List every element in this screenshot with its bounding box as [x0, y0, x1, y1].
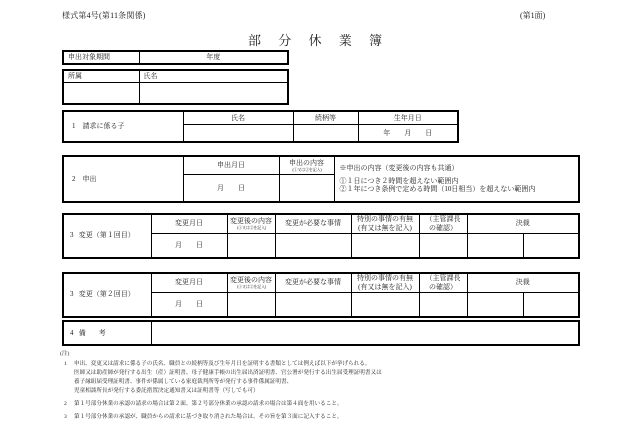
footnote-number: 1: [64, 361, 67, 368]
change2-confirm-input[interactable]: [419, 292, 467, 317]
change2-content-input[interactable]: [227, 292, 275, 317]
footnote-body: [74, 360, 620, 396]
child-section-label: 請求に係る子: [82, 122, 125, 131]
footnote-number: 2: [64, 401, 67, 408]
change1-date-input[interactable]: 月 日: [151, 233, 227, 258]
change1-col-content: [227, 214, 275, 233]
child-section-table: [62, 110, 459, 143]
footnote-line: 養子縁組届受理証明書、事件が係属している家庭裁判所等が発行する事件係属証明書、: [74, 379, 293, 386]
table-row: [63, 111, 458, 125]
change2-col-content-label: 変更後の内容: [230, 276, 272, 285]
child-section-number: 1: [72, 122, 76, 131]
change1-col-special-line2: (有又は無を記入): [358, 223, 412, 232]
change1-reason-input[interactable]: [275, 233, 351, 258]
remarks-input[interactable]: [151, 321, 579, 345]
table-row: [63, 214, 579, 233]
form-number: 様式第4号(第11条関係): [62, 11, 146, 20]
apply-section-title: [63, 156, 183, 202]
change2-col-confirm-line2: の確認）: [429, 282, 457, 291]
page-title: 部 分 休 業 簿: [247, 33, 389, 48]
affiliation-label: 所属: [63, 70, 139, 83]
remarks-section-label: 備 考: [78, 328, 109, 337]
table-row: [63, 83, 288, 105]
table-row: [63, 70, 288, 83]
remarks-section-table: [62, 320, 580, 346]
apply-note-line1: ①１日につき２時間を超えない範囲内: [339, 176, 459, 185]
change1-col-reason: 変更が必要な事情: [275, 214, 351, 233]
change1-section-number: 3: [70, 231, 74, 240]
table-row: [63, 273, 579, 292]
change1-special-input[interactable]: [351, 233, 419, 258]
footnote-line: 医師又は助産師が発行する出生（産）証明書、母子健康手帳の出生届出済証明書、官公署が発行する出生届受理証明書又は: [74, 370, 382, 377]
change2-col-confirm: [419, 273, 467, 292]
table-row: [63, 156, 579, 175]
change1-col-special: [351, 214, 419, 233]
apply-content-input[interactable]: [279, 175, 334, 203]
change1-section-table: [62, 213, 580, 259]
apply-note-cell: [334, 156, 579, 202]
footnote-line: 第１号部分休業の承認の請求の場合は第２面、第２号部分休業の承認の請求の場合は第４面を用いること。: [74, 401, 343, 408]
child-birthdate-input[interactable]: 年 月 日: [358, 125, 458, 143]
change1-col-content-note: (①又は②を記入): [236, 224, 266, 230]
change2-col-content: [227, 273, 275, 292]
footnote-number: 3: [64, 414, 67, 421]
footnote-line: 児童相談所長が発行する委託措置決定通知書又は証明書等（写しでも可）: [74, 388, 259, 395]
name-input[interactable]: [139, 83, 288, 105]
change2-reason-input[interactable]: [275, 292, 351, 317]
change2-col-special: [351, 273, 419, 292]
apply-col-date: 申出月日: [183, 156, 279, 175]
change2-approval-input-a[interactable]: [467, 292, 523, 317]
change1-section-label: 変更（第１回目）: [78, 231, 135, 240]
footnote-item: [60, 400, 620, 409]
apply-col-content: [279, 156, 334, 175]
change1-col-confirm-line2: の確認）: [429, 223, 457, 232]
change2-special-input[interactable]: [351, 292, 419, 317]
table-row: [63, 51, 288, 64]
table-row: [63, 321, 579, 345]
affiliation-input[interactable]: [63, 83, 139, 105]
change2-approval-input-b[interactable]: [523, 292, 579, 317]
change2-section-table: [62, 272, 580, 318]
apply-section-label: 申出: [82, 174, 97, 183]
change2-col-content-note: (①又は②を記入): [236, 283, 266, 289]
change1-section-title: [63, 214, 151, 258]
change2-section-title: [63, 273, 151, 317]
child-name-input[interactable]: [183, 125, 293, 143]
change1-confirm-input[interactable]: [419, 233, 467, 258]
change1-content-input[interactable]: [227, 233, 275, 258]
footnote-body: [74, 400, 620, 409]
remarks-section-title: [63, 321, 151, 345]
child-col-relation: 続柄等: [293, 111, 358, 125]
change1-approval-input-a[interactable]: [467, 233, 523, 258]
apply-note-title: ※申出の内容（変更後の内容も共通）: [339, 163, 459, 172]
change2-col-special-line2: (有又は無を記入): [358, 282, 412, 291]
change2-col-special-line1: 特別の事情の有無: [357, 274, 413, 282]
page-number: (第1面): [520, 11, 546, 20]
remarks-section-number: 4: [70, 328, 74, 337]
child-col-name: 氏名: [183, 111, 293, 125]
change1-col-date: 変更月日: [151, 214, 227, 233]
footnotes: [60, 350, 620, 422]
change1-col-special-line1: 特別の事情の有無: [357, 215, 413, 223]
apply-date-input[interactable]: 月 日: [183, 175, 279, 203]
apply-section-number: 2: [72, 174, 76, 183]
change2-section-number: 3: [70, 290, 74, 299]
change1-col-approval: 決裁: [467, 214, 579, 233]
apply-col-content-note: (①又は②を記入): [291, 166, 322, 172]
change2-col-confirm-line1: （主管課長: [425, 274, 461, 282]
change2-date-input[interactable]: 月 日: [151, 292, 227, 317]
change1-col-confirm-line1: （主管課長: [425, 215, 461, 223]
change1-col-confirm: [419, 214, 467, 233]
footnote-body: [74, 413, 620, 422]
footnote-item: [60, 360, 620, 396]
apply-section-table: [62, 155, 580, 203]
apply-col-content-label: 申出の内容: [289, 158, 324, 167]
child-relation-input[interactable]: [293, 125, 358, 143]
period-value[interactable]: 年度: [139, 51, 288, 64]
change1-approval-input-b[interactable]: [523, 233, 579, 258]
change2-col-reason: 変更が必要な事情: [275, 273, 351, 292]
period-label: 申出対象期間: [63, 51, 139, 64]
change2-col-date: 変更月日: [151, 273, 227, 292]
affiliation-table: [62, 69, 289, 105]
page-header: [0, 10, 630, 24]
footnote-item: [60, 413, 620, 422]
footnotes-heading: (注): [60, 351, 70, 357]
change1-col-content-label: 変更後の内容: [230, 217, 272, 226]
footnote-line: 第１号部分休業の承認が、職員からの請求に基づき取り消された場合は、その旨を第３面に記入すること。: [74, 414, 343, 421]
period-table: [62, 50, 289, 65]
change2-section-label: 変更（第２回目）: [78, 290, 135, 299]
change2-col-approval: 決裁: [467, 273, 579, 292]
name-label: 氏名: [139, 70, 288, 83]
child-col-birthdate: 生年月日: [358, 111, 458, 125]
footnote-line: 申出、変更又は請求に係る子の氏名、職員との続柄等及び生年月日を証明する書類としては例えば以下が挙げられる。: [74, 361, 371, 368]
apply-note-line2: ②１年につき条例で定める時間（10日相当）を超えない範囲内: [339, 185, 536, 194]
child-section-title: [63, 111, 183, 142]
